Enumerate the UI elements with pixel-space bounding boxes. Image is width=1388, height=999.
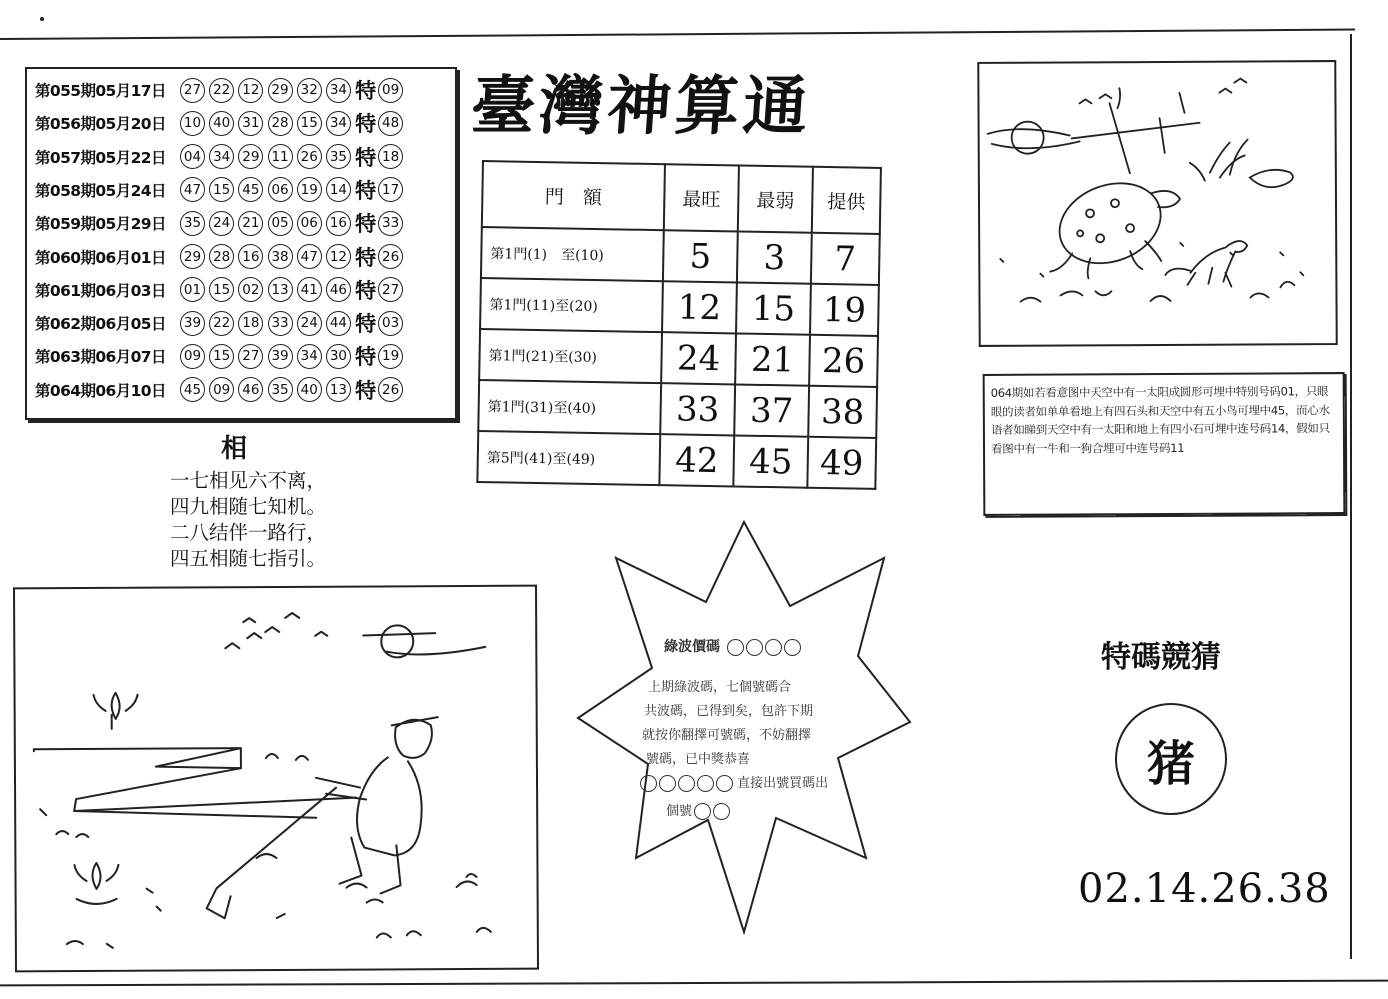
- mini-ball: [784, 639, 801, 656]
- period-label: 第060期06月01日: [35, 248, 166, 267]
- number-ball: 12: [238, 78, 263, 103]
- number-ball: 29: [268, 78, 293, 103]
- poem-line: 四五相随七指引。: [170, 547, 327, 570]
- number-ball: 40: [209, 111, 234, 136]
- table-cell: 26: [809, 335, 878, 387]
- number-ball: 09: [180, 344, 205, 369]
- history-row: [35, 308, 407, 338]
- table-cell: 12: [662, 281, 737, 333]
- number-ball: 13: [326, 377, 351, 402]
- number-ball: 39: [268, 344, 293, 369]
- number-ball: 14: [326, 177, 351, 202]
- period-label: 第056期05月20日: [35, 115, 166, 134]
- special-label: 特: [355, 112, 377, 137]
- table-cell: 19: [810, 284, 879, 336]
- number-ball: 15: [209, 344, 234, 369]
- pig-dog-sun-illustration: [979, 62, 1335, 345]
- number-ball: 11: [268, 144, 293, 169]
- table-cell: 49: [807, 437, 876, 489]
- number-ball: 24: [209, 211, 234, 236]
- number-ball: 26: [297, 144, 322, 169]
- special-number-ball: 48: [378, 111, 403, 136]
- table-cell: 42: [659, 434, 734, 486]
- poem-line: 四九相随七知机。: [170, 495, 327, 518]
- table-cell: 24: [661, 332, 736, 384]
- number-ball: 34: [326, 78, 351, 103]
- number-ball: 34: [209, 144, 234, 169]
- mini-ball: [746, 639, 763, 656]
- table-cell: 37: [734, 384, 809, 436]
- period-label: 第063期06月07日: [35, 348, 166, 367]
- table-row-label: 第1門(21)至(30): [479, 329, 662, 383]
- mini-ball: [713, 803, 730, 820]
- page-frame-bottom: [0, 980, 1388, 987]
- number-ball: 41: [297, 277, 322, 302]
- table-cell: 21: [735, 333, 810, 385]
- star-line: [666, 800, 730, 820]
- special-label: 特: [355, 212, 377, 237]
- special-number-ball: 17: [378, 177, 403, 202]
- special-guess-title: 特碼競猜: [1101, 640, 1221, 675]
- number-ball: 22: [209, 311, 234, 336]
- table-row-label: 第1門(31)至(40): [478, 380, 661, 434]
- riddle-note-box: [983, 372, 1346, 516]
- number-ball: 30: [326, 344, 351, 369]
- special-number-ball: 18: [378, 144, 403, 169]
- table-header: 最弱: [738, 165, 813, 232]
- number-ball: 28: [209, 244, 234, 269]
- table-cell: 5: [663, 230, 738, 282]
- guess-numbers: 02.14.26.38: [1078, 866, 1331, 912]
- star-line: 上期綠波碼，七個號碼合: [648, 680, 792, 695]
- period-label: 第061期06月03日: [35, 281, 166, 300]
- period-label: 第059期05月29日: [35, 215, 166, 234]
- period-label: 第057期05月22日: [35, 148, 166, 167]
- number-ball: 35: [180, 211, 205, 236]
- history-row: [35, 142, 407, 172]
- history-row: [35, 275, 407, 305]
- special-number-ball: 27: [378, 277, 403, 302]
- special-label: 特: [355, 345, 377, 370]
- page-frame-right: [1350, 34, 1352, 959]
- special-number-ball: 26: [378, 244, 403, 269]
- special-label: 特: [355, 145, 377, 170]
- mini-ball: [678, 775, 695, 792]
- history-row: [35, 175, 407, 205]
- table-cell: 45: [733, 435, 808, 487]
- number-ball: 15: [209, 277, 234, 302]
- number-ball: 16: [238, 244, 263, 269]
- poem-line: 一七相见六不离，: [170, 469, 327, 492]
- mini-ball: [640, 775, 657, 792]
- number-ball: 29: [238, 144, 263, 169]
- table-cell: 15: [736, 282, 811, 334]
- special-number-ball: 26: [378, 377, 403, 402]
- table-row-label: 第1門(1) 至(10): [481, 227, 664, 281]
- number-ball: 35: [268, 377, 293, 402]
- number-ball: 13: [268, 277, 293, 302]
- history-row: [35, 75, 407, 105]
- table-header: 最旺: [664, 164, 739, 231]
- number-ball: 15: [297, 111, 322, 136]
- history-row: [35, 341, 407, 371]
- number-ball: 33: [268, 311, 293, 336]
- number-ball: 40: [297, 377, 322, 402]
- special-number-ball: 19: [378, 344, 403, 369]
- star-line6-text: 個號: [666, 804, 693, 819]
- number-ball: 24: [297, 311, 322, 336]
- mini-ball: [694, 803, 711, 820]
- starburst-panel: [576, 518, 912, 936]
- table-row-label: 第5門(41)至(49): [477, 431, 660, 485]
- speck: [40, 17, 44, 21]
- table-cell: 7: [811, 233, 880, 285]
- mini-ball: [697, 775, 714, 792]
- table-row-label: 第1門(11)至(20): [480, 278, 663, 332]
- poem-title: 相: [221, 434, 248, 464]
- farmer-hoeing-illustration: [15, 587, 537, 971]
- mini-ball: [765, 639, 782, 656]
- star-line: 號碼，已中獎恭喜: [646, 752, 751, 767]
- riddle-note-text: 064期如若看意图中天空中有一太阳成圆形可埋中特别号码01，只眼眼的读者如单单看地上有四石头和天空中有五小鸟可埋中45，而心水语者如睇到天空中有一太阳和地上有四小石可埋中连号码14，假如只看图中有一牛和一狗合埋可中连号码11: [990, 384, 1330, 456]
- number-ball: 05: [268, 211, 293, 236]
- period-label: 第055期05月17日: [35, 82, 166, 100]
- page-title: 臺灣神算通: [468, 69, 814, 144]
- special-label: 特: [355, 378, 377, 403]
- number-ball: 45: [238, 177, 263, 202]
- number-ball: 31: [238, 111, 263, 136]
- number-ball: 01: [180, 277, 205, 302]
- number-ball: 21: [238, 211, 263, 236]
- star-heading: [664, 636, 801, 656]
- number-ball: 04: [180, 144, 205, 169]
- number-ball: 27: [238, 344, 263, 369]
- number-ball: 47: [297, 244, 322, 269]
- number-ball: 06: [297, 211, 322, 236]
- special-label: 特: [355, 79, 377, 103]
- number-ball: 22: [209, 78, 234, 103]
- table-cell: 38: [808, 386, 877, 438]
- mini-ball: [716, 775, 733, 792]
- number-ball: 44: [326, 311, 351, 336]
- number-ball: 46: [238, 377, 263, 402]
- special-label: 特: [355, 278, 377, 303]
- table-cell: 33: [660, 383, 735, 435]
- history-row: [35, 375, 407, 405]
- star-heading-text: 綠波價碼: [664, 639, 720, 655]
- table-cell: 3: [737, 231, 812, 283]
- number-ball: 19: [297, 177, 322, 202]
- number-ball: 06: [268, 177, 293, 202]
- special-number-ball: 09: [378, 78, 403, 103]
- draw-history-box: [25, 67, 457, 420]
- page-frame-top: [0, 29, 1355, 40]
- number-ball: 38: [268, 244, 293, 269]
- special-number-ball: 03: [378, 311, 403, 336]
- number-range-table: [476, 160, 882, 490]
- history-row: [35, 242, 407, 272]
- number-ball: 32: [297, 78, 322, 103]
- number-ball: 45: [180, 377, 205, 402]
- table-header: 提供: [812, 167, 881, 234]
- number-ball: 15: [209, 177, 234, 202]
- period-label: 第058期05月24日: [35, 181, 166, 200]
- number-ball: 09: [209, 377, 234, 402]
- zodiac-animal: 猪: [1115, 703, 1227, 815]
- special-number-ball: 33: [378, 211, 403, 236]
- farmer-illustration: [13, 585, 539, 973]
- star-line: 共波碼，已得到矣，包許下期: [644, 704, 814, 719]
- mini-ball: [727, 639, 744, 656]
- number-ball: 28: [268, 111, 293, 136]
- number-ball: 35: [326, 144, 351, 169]
- number-ball: 46: [326, 277, 351, 302]
- special-label: 特: [355, 178, 377, 203]
- number-ball: 02: [238, 277, 263, 302]
- mini-ball: [659, 775, 676, 792]
- history-row: [35, 208, 407, 238]
- star-line: 就按你翻擇可號碼，不妨翻擇: [642, 728, 812, 743]
- number-ball: 34: [326, 111, 351, 136]
- number-ball: 10: [180, 111, 205, 136]
- special-label: 特: [355, 312, 377, 337]
- period-label: 第062期06月05日: [35, 315, 166, 334]
- special-label: 特: [355, 245, 377, 270]
- riddle-illustration-animals: [977, 60, 1337, 347]
- number-ball: 12: [326, 244, 351, 269]
- number-ball: 16: [326, 211, 351, 236]
- number-ball: 47: [180, 177, 205, 202]
- poem-line: 二八结伴一路行，: [170, 521, 327, 544]
- number-ball: 34: [297, 344, 322, 369]
- star-line5-text: 直接出號買碼出: [737, 776, 829, 791]
- number-ball: 29: [180, 244, 205, 269]
- history-row: [35, 108, 407, 138]
- number-ball: 18: [238, 311, 263, 336]
- number-ball: 39: [180, 311, 205, 336]
- poem: [170, 468, 326, 572]
- table-header: 門 額: [482, 161, 665, 230]
- star-line: [638, 772, 828, 792]
- period-label: 第064期06月10日: [35, 381, 166, 400]
- number-ball: 27: [180, 78, 205, 103]
